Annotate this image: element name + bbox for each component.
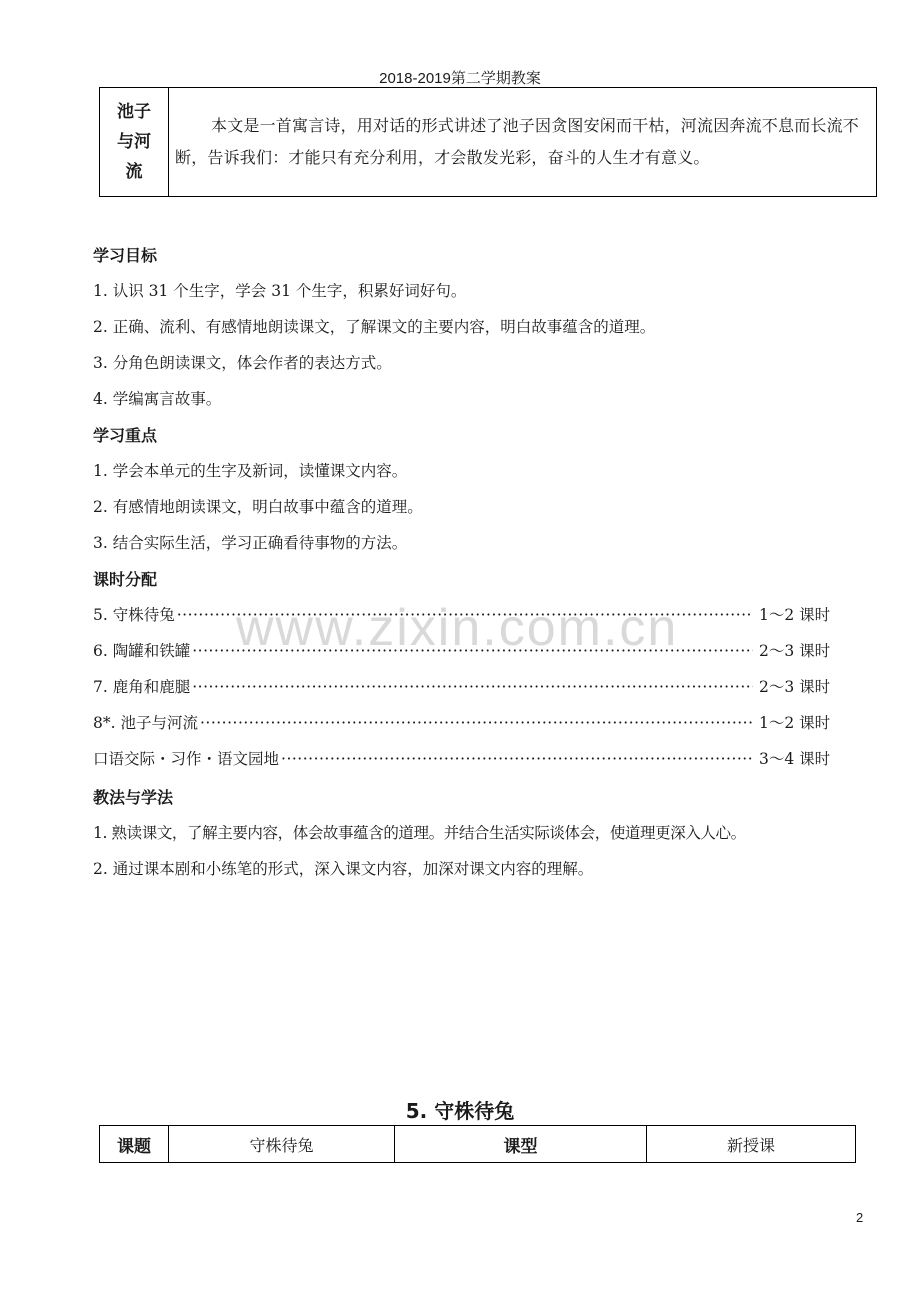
goal-item: 4. 学编寓言故事。 [93, 390, 222, 408]
topic-value: 守株待兔 [169, 1126, 395, 1163]
dot-leader [177, 606, 753, 624]
schedule-row [93, 711, 843, 733]
lesson-name-cell [100, 88, 169, 197]
focus-item: 2. 有感情地朗读课文，明白故事中蕴含的道理。 [93, 498, 423, 516]
type-value: 新授课 [647, 1126, 856, 1163]
dot-leader [192, 642, 753, 660]
schedule-lesson: 口语交际・习作・语文园地 [93, 750, 280, 768]
schedule-row [93, 675, 843, 697]
schedule-hours: 2～3 课时 [759, 678, 831, 696]
dot-leader [192, 678, 753, 696]
page-header: 2018-2019第二学期教案 [379, 70, 541, 87]
methods-heading: 教法与学法 [93, 788, 174, 807]
schedule-lesson: 5. 守株待兔 [93, 606, 175, 624]
focus-item: 3. 结合实际生活，学习正确看待事物的方法。 [93, 534, 408, 552]
lesson-name-line-2: 与河 [117, 132, 151, 152]
goal-item: 2. 正确、流利、有感情地朗读课文，了解课文的主要内容，明白故事蕴含的道理。 [93, 318, 656, 336]
page-number: 2 [856, 1210, 864, 1225]
focus-heading: 学习重点 [93, 426, 158, 445]
method-item: 2. 通过课本剧和小练笔的形式，深入课文内容，加深对课文内容的理解。 [93, 860, 594, 878]
topic-label: 课题 [100, 1126, 169, 1163]
goal-item: 1. 认识 31 个生字，学会 31 个生字，积累好词好句。 [93, 282, 467, 300]
lesson-title: 5. 守株待兔 [405, 1099, 515, 1123]
schedule-row [93, 603, 843, 625]
schedule-hours: 1～2 课时 [759, 606, 831, 624]
lesson-name-line-1: 池子 [117, 102, 151, 122]
schedule-lesson: 7. 鹿角和鹿腿 [93, 678, 191, 696]
schedule-heading: 课时分配 [93, 570, 158, 589]
schedule-hours: 2～3 课时 [759, 642, 831, 660]
schedule-lesson: 8*. 池子与河流 [93, 714, 198, 732]
lesson-name-line-3: 流 [125, 162, 143, 182]
goals-heading: 学习目标 [93, 246, 158, 265]
schedule-row [93, 747, 843, 769]
schedule-hours: 1～2 课时 [759, 714, 831, 732]
lesson-description: 本文是一首寓言诗，用对话的形式讲述了池子因贪图安闲而干枯，河流因奔流不息而长流不断，告诉我们：才能只有充分利用，才会散发光彩，奋斗的人生才有意义。 [175, 116, 860, 167]
lesson-description-cell [169, 88, 877, 197]
type-label: 课型 [395, 1126, 647, 1163]
schedule-lesson: 6. 陶罐和铁罐 [93, 642, 191, 660]
lesson-info-table [99, 1125, 856, 1163]
dot-leader [281, 750, 753, 768]
goal-item: 3. 分角色朗读课文，体会作者的表达方式。 [93, 354, 392, 372]
summary-table [99, 87, 877, 197]
dot-leader [200, 714, 753, 732]
watermark: www.zixin.com.cn [236, 599, 679, 657]
schedule-hours: 3～4 课时 [759, 750, 831, 768]
method-item: 1. 熟读课文，了解主要内容，体会故事蕴含的道理。并结合生活实际谈体会，使道理更深入人心。 [93, 824, 746, 842]
schedule-row [93, 639, 843, 661]
focus-item: 1. 学会本单元的生字及新词，读懂课文内容。 [93, 462, 408, 480]
